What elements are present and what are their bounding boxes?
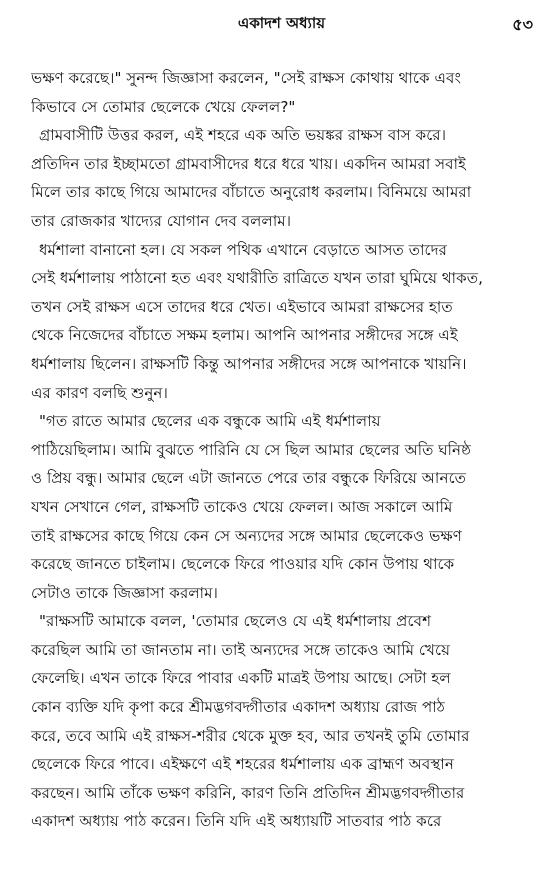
text-line: কিভাবে সে তোমার ছেলেকে খেয়ে ফেলল?" [31, 97, 296, 116]
text-line: করেছে জানতে চাইলাম। ছেলেকে ফিরে পাওয়ার যদি কোন উপায় থাকে [31, 555, 455, 574]
text-line: ফেলেছি। এখন তাকে ফিরে পাবার একটি মাত্রই উপায় আছে। সেটা হল [31, 669, 451, 688]
text-line: পাঠিয়েছিলাম। আমি বুঝতে পারিনি যে সে ছিল আমার ছেলের অতি ঘনিষ্ঠ [31, 440, 471, 459]
text-line: করে, তবে আমি এই রাক্ষস-শরীর থেকে মুক্ত হব, আর তখনই তুমি তোমার [31, 726, 470, 745]
text-line: ছেলেকে ফিরে পাবে। এইক্ষণে এই শহরের ধর্মশালায় এক ব্রাহ্মণ অবস্থান [31, 755, 454, 774]
text-line: সেই ধর্মশালায় পাঠানো হত এবং যথারীতি রাত্রিতে যখন তারা ঘুমিয়ে থাকত, [31, 269, 483, 288]
text-line: ভক্ষণ করেছে।" সুনন্দ জিজ্ঞাসা করলেন, "সেই রাক্ষস কোথায় থাকে এবং [31, 69, 462, 87]
text-line: মিলে তার কাছে গিয়ে আমাদের বাঁচাতে অনুরোধ করলাম। বিনিময়ে আমরা [31, 183, 472, 202]
text-line: এর কারণ বলছি শুনুন। [31, 383, 168, 402]
text-line: সেটাও তাকে জিজ্ঞাসা করলাম। [31, 583, 218, 602]
text-line: তার রোজকার খাদ্যের যোগান দেব বললাম। [31, 211, 292, 230]
text-line: তখন সেই রাক্ষস এসে তাদের ধরে খেত। এইভাবে আমরা রাক্ষসের হাত [31, 297, 453, 316]
body-text [31, 64, 532, 836]
text-line: ধর্মশালায় ছিলেন। রাক্ষসটি কিন্তু আপনার সঙ্গীদের সঙ্গে আপনাকে খায়নি। [31, 354, 467, 373]
text-line: করছেন। আমি তাঁকে ভক্ষণ করিনি, কারণ তিনি প্রতিদিন শ্রীমদ্ভগবদ্গীতার [31, 783, 465, 802]
text-line: থেকে নিজেদের বাঁচাতে সক্ষম হলাম। আপনি আপনার সঙ্গীদের সঙ্গে এই [31, 326, 458, 345]
text-line: ধর্মশালা বানানো হল। যে সকল পথিক এখানে বেড়াতে আসত তাদের [39, 240, 447, 259]
text-line: যখন সেখানে গেল, রাক্ষসটি তাকেও খেয়ে ফেলল। আজ সকালে আমি [31, 497, 453, 516]
text-line: "রাক্ষসটি আমাকে বলল, 'তোমার ছেলেও যে এই ধর্মশালায় প্রবেশ [39, 612, 432, 631]
page-header [30, 12, 533, 38]
chapter-title: একাদশ অধ্যায় [237, 14, 326, 32]
page-number: ৫৩ [512, 15, 533, 34]
text-line: তাই রাক্ষসের কাছে গিয়ে কেন সে অন্যদের সঙ্গে আমার ছেলেকেও ভক্ষণ [31, 526, 462, 545]
text-line: করেছিল আমি তা জানতাম না। তাই অন্যদের সঙ্গে তাকেও আমি খেয়ে [31, 640, 451, 659]
text-line: প্রতিদিন তার ইচ্ছামতো গ্রামবাসীদের ধরে ধরে খায়। একদিন আমরা সবাই [31, 154, 466, 173]
text-line: কোন ব্যক্তি যদি কৃপা করে শ্রীমদ্ভগবদ্গীতার একাদশ অধ্যায় রোজ পাঠ [31, 698, 445, 717]
text-line: "গত রাতে আমার ছেলের এক বন্ধুকে আমি এই ধর্মশালায় [39, 412, 381, 431]
text-line: ও প্রিয় বন্ধু। আমার ছেলে এটা জানতে পেরে তার বন্ধুকে ফিরিয়ে আনতে [31, 469, 467, 488]
text-line: একাদশ অধ্যায় পাঠ করেন। তিনি যদি এই অধ্যায়টি সাতবার পাঠ করে [31, 812, 442, 831]
text-line: গ্রামবাসীটি উত্তর করল, এই শহরে এক অতি ভয়ঙ্কর রাক্ষস বাস করে। [39, 126, 447, 145]
